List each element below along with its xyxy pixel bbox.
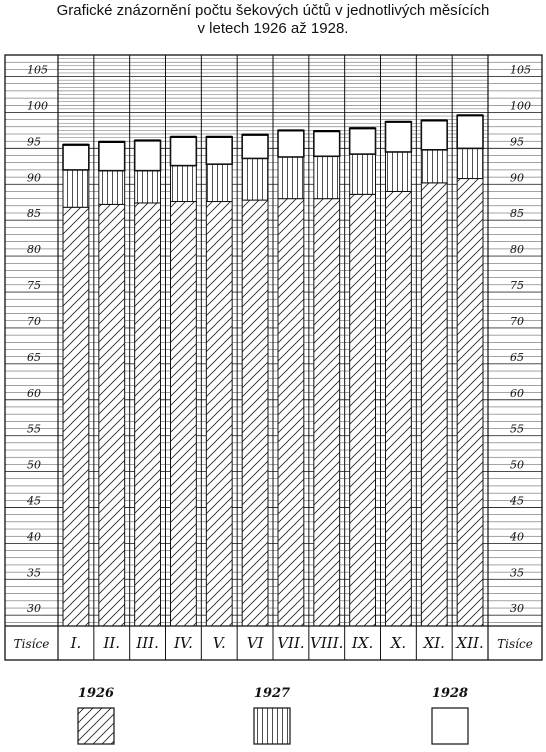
bar-1928-12 — [457, 115, 483, 148]
x-tick-label: VIII. — [310, 634, 344, 652]
y-axis-right — [509, 64, 531, 616]
bar-1926-4 — [171, 202, 197, 626]
x-tick-label: IV. — [173, 634, 193, 652]
y-tick-label-right: 95 — [510, 135, 524, 149]
x-tick-label: VI — [246, 634, 264, 652]
y-tick-label-right: 30 — [510, 602, 524, 616]
y-tick-label-right: 80 — [510, 243, 524, 257]
x-tick-label: V. — [212, 634, 226, 652]
bar-1927-5 — [206, 164, 232, 201]
y-tick-label-left: 90 — [27, 171, 41, 185]
y-tick-label-left: 50 — [27, 458, 41, 472]
title-line-1: Grafické znázornění počtu šekových účtů v jednotlivých měsících — [56, 2, 490, 19]
x-tick-label: XII. — [456, 634, 484, 652]
legend-swatch-1926 — [78, 708, 114, 744]
bar-1927-9 — [350, 154, 376, 194]
bar-1928-2 — [99, 142, 125, 171]
bar-1927-7 — [278, 157, 304, 199]
legend — [78, 686, 468, 744]
bar-1928-10 — [386, 122, 412, 152]
y-tick-label-left: 55 — [27, 422, 41, 436]
bar-1926-12 — [457, 179, 483, 626]
bar-1926-8 — [314, 199, 340, 626]
y-tick-label-left: 80 — [27, 243, 41, 257]
y-tick-label-right: 50 — [510, 458, 524, 472]
y-tick-label-right: 60 — [510, 386, 524, 400]
legend-label-1926: 1926 — [77, 686, 115, 701]
x-tick-label: III. — [136, 634, 159, 652]
y-tick-label-left: 75 — [27, 279, 41, 293]
y-axis-left — [26, 64, 48, 616]
bar-1926-3 — [135, 203, 161, 626]
legend-label-1927: 1927 — [253, 686, 291, 701]
bar-1927-4 — [171, 166, 197, 202]
y-tick-label-left: 70 — [27, 314, 41, 328]
y-tick-label-left: 60 — [27, 386, 41, 400]
y-tick-label-left: 65 — [27, 350, 41, 364]
x-tick-label: X. — [390, 634, 407, 652]
bar-1927-2 — [99, 171, 125, 205]
y-tick-label-right: 55 — [510, 422, 524, 436]
bar-1928-11 — [421, 120, 447, 149]
y-tick-label-right: 75 — [510, 279, 524, 293]
y-tick-label-right: 85 — [510, 207, 524, 221]
x-tick-label: XI. — [423, 634, 445, 652]
title-line-2: v letech 1926 až 1928. — [197, 20, 349, 37]
y-tick-label-right: 90 — [510, 171, 524, 185]
bar-1928-5 — [206, 137, 232, 164]
bar-1926-5 — [206, 202, 232, 626]
bar-1928-4 — [171, 137, 197, 166]
y-tick-label-right: 40 — [510, 530, 524, 544]
legend-swatch-1928 — [432, 708, 468, 744]
bar-1926-9 — [350, 194, 376, 626]
legend-label-1928: 1928 — [431, 686, 469, 701]
y-tick-label-left: 40 — [27, 530, 41, 544]
bar-1928-1 — [63, 145, 89, 170]
y-tick-label-left: 100 — [27, 99, 48, 113]
bar-1926-11 — [421, 183, 447, 626]
unit-label-left: Tisíce — [13, 637, 50, 651]
y-tick-label-right: 45 — [510, 494, 524, 508]
x-tick-label: IX. — [351, 634, 374, 652]
y-tick-label-left: 35 — [27, 566, 41, 580]
bar-1926-7 — [278, 199, 304, 626]
y-tick-label-right: 100 — [510, 99, 531, 113]
bar-1927-12 — [457, 148, 483, 178]
bar-1927-6 — [242, 158, 268, 200]
bar-1928-3 — [135, 140, 161, 170]
x-tick-label: II. — [103, 634, 121, 652]
y-tick-label-right: 105 — [510, 63, 531, 77]
bar-1926-10 — [386, 191, 412, 626]
bar-1927-10 — [386, 152, 412, 192]
y-tick-label-right: 65 — [510, 350, 524, 364]
legend-swatch-1927 — [254, 708, 290, 744]
y-tick-label-right: 35 — [510, 566, 524, 580]
y-tick-label-left: 105 — [27, 63, 48, 77]
bar-1927-3 — [135, 171, 161, 203]
bar-1928-6 — [242, 135, 268, 159]
bar-1926-2 — [99, 204, 125, 626]
unit-label-right: Tisíce — [497, 637, 533, 651]
y-tick-label-right: 70 — [510, 314, 524, 328]
bar-1926-1 — [63, 207, 89, 626]
bar-1928-8 — [314, 131, 340, 156]
y-tick-label-left: 95 — [27, 135, 41, 149]
x-tick-label: I. — [70, 634, 82, 652]
y-tick-label-left: 85 — [27, 207, 41, 221]
bar-1927-8 — [314, 156, 340, 198]
bar-1928-9 — [350, 128, 376, 154]
x-tick-label: VII. — [277, 634, 305, 652]
bar-1927-11 — [421, 150, 447, 183]
bar-1928-7 — [278, 130, 304, 157]
y-tick-label-left: 30 — [27, 602, 41, 616]
bar-1927-1 — [63, 170, 89, 207]
bar-1926-6 — [242, 200, 268, 626]
y-tick-label-left: 45 — [27, 494, 41, 508]
